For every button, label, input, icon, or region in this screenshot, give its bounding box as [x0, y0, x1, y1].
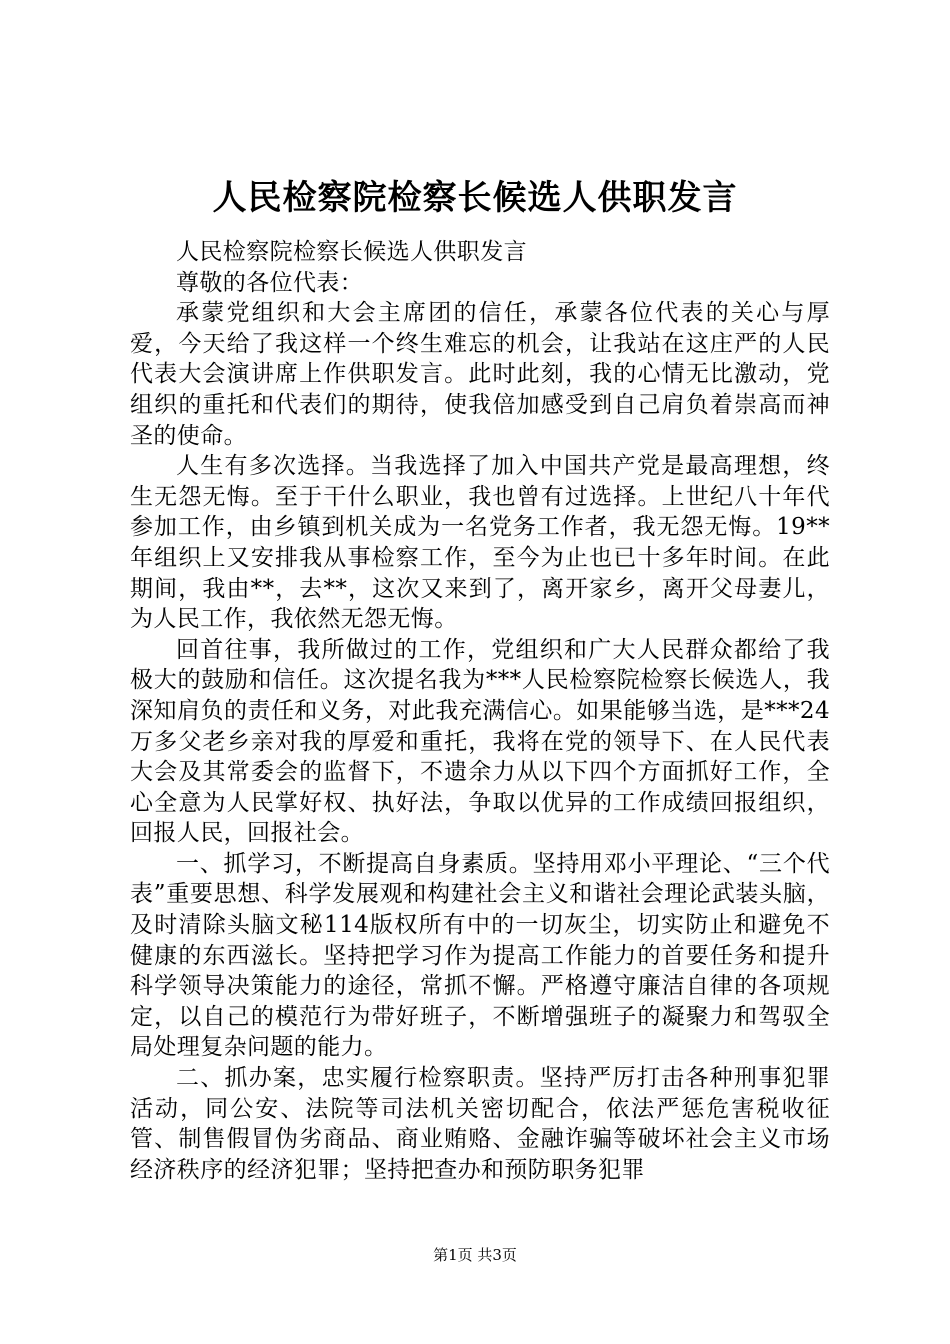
page-number-footer: 第1页 共3页 [433, 1246, 517, 1264]
document-body [130, 237, 830, 1185]
body-paragraph-1: 承蒙党组织和大会主席团的信任，承蒙各位代表的关心与厚爱，今天给了我这样一个终生难忘的机会，让我站在这庄严的人民代表大会演讲席上作供职发言。此时此刻，我的心情无比激动，党组织的重托和代表们的期待，使我倍加感受到自己肩负着崇高而神圣的使命。 [130, 300, 830, 449]
salutation-paragraph: 尊敬的各位代表： [176, 269, 364, 296]
body-paragraph-5: 二、抓办案，忠实履行检察职责。坚持严厉打击各种刑事犯罪活动，同公安、法院等司法机关密切配合，依法严惩危害税收征管、制售假冒伪劣商品、商业贿赂、金融诈骗等破坏社会主义市场经济秩序的经济犯罪；坚持把查办和预防职务犯罪 [130, 1065, 830, 1183]
document-title: 人民检察院检察长候选人供职发言 [212, 178, 738, 218]
subtitle-paragraph: 人民检察院检察长候选人供职发言 [176, 239, 527, 265]
body-paragraph-2: 人生有多次选择。当我选择了加入中国共产党是最高理想，终生无怨无悔。至于干什么职业，我也曾有过选择。上世纪八十年代参加工作，由乡镇到机关成为一名党务工作者，我无怨无悔。19**年组织上又安排我从事检察工作，至今为止也已十多年时间。在此期间，我由**，去**，这次又来到了，离开家乡，离开父母妻儿，为人民工作，我依然无怨无悔。 [130, 453, 830, 633]
body-paragraph-3: 回首往事，我所做过的工作，党组织和广大人民群众都给了我极大的鼓励和信任。这次提名我为***人民检察院检察长候选人，我深知肩负的责任和义务，对此我充满信心。如果能够当选，是***24万多父老乡亲对我的厚爱和重托，我将在党的领导下、在人民代表大会及其常委会的监督下，不遗余力从以下四个方面抓好工作，全心全意为人民掌好权、执好法，争取以优异的工作成绩回报组织，回报人民，回报社会。 [130, 636, 830, 847]
body-paragraph-4: 一、抓学习，不断提高自身素质。坚持用邓小平理论、“三个代表”重要思想、科学发展观和构建社会主义和谐社会理论武装头脑，及时清除头脑文秘114版权所有中的一切灰尘，切实防止和避免不健康的东西滋长。坚持把学习作为提高工作能力的首要任务和提升科学领导决策能力的途径，常抓不懈。严格遵守廉洁自律的各项规定，以自己的模范行为带好班子，不断增强班子的凝聚力和驾驭全局处理复杂问题的能力。 [130, 850, 830, 1061]
